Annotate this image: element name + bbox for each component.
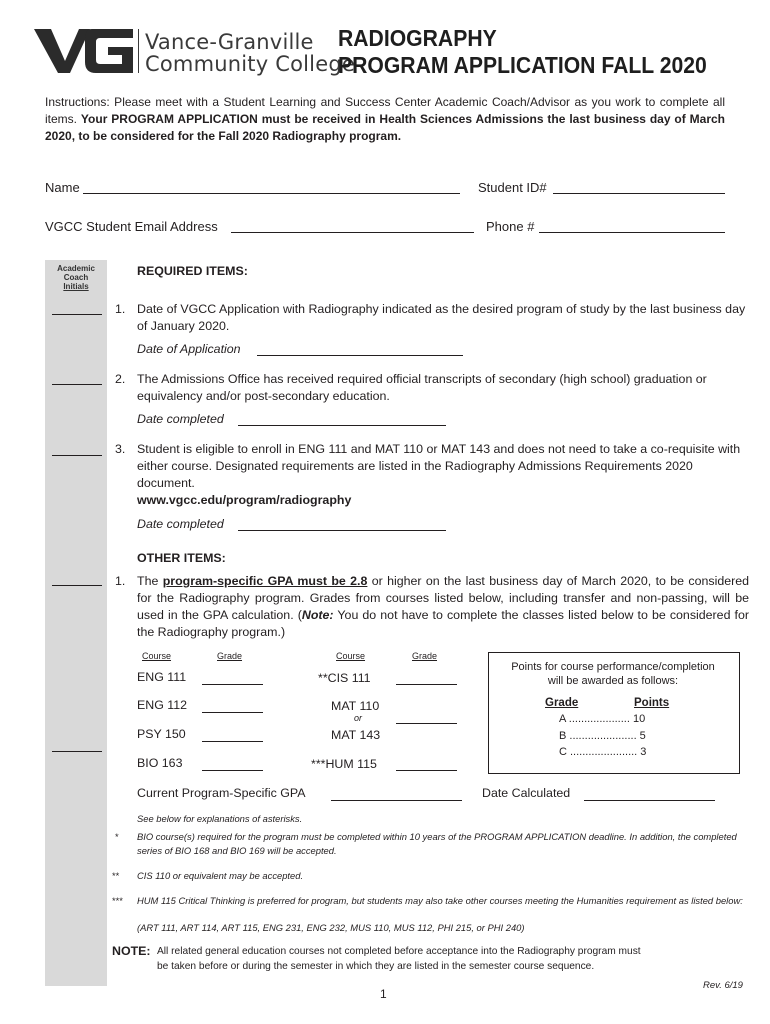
points-points-header: Points bbox=[634, 697, 670, 709]
title-line1: RADIOGRAPHY bbox=[338, 25, 497, 51]
college-name-line2: Community College bbox=[145, 52, 355, 76]
course-header: Course bbox=[336, 651, 366, 661]
email-label: VGCC Student Email Address bbox=[45, 219, 218, 234]
instructions bbox=[45, 94, 725, 145]
other-item-1-text: The program-specific GPA must be 2.8 or higher on the last business day of March 2020, to be considered for the Radiography program. Grades from courses listed below, including transfer and non-passing, will be used in the GPA calculation. (Note: You do not have to complete the classes listed below to be considered for the Radiography program.) bbox=[137, 574, 750, 639]
page-number: 1 bbox=[380, 987, 387, 1001]
points-row-c: C ...................... 3 bbox=[559, 746, 647, 758]
note-label: NOTE: bbox=[112, 944, 151, 958]
student-id-label: Student ID# bbox=[478, 180, 547, 195]
gpa-requirement: program-specific GPA must be 2.8 bbox=[162, 574, 368, 588]
footnote-3: HUM 115 Critical Thinking is preferred for program, but students may also take other courses meeting the Humanities requirement as listed below: bbox=[137, 895, 743, 906]
course-cis111: **CIS 111 bbox=[318, 671, 371, 685]
college-name-line1: Vance-Granville bbox=[145, 30, 314, 54]
date-completed-field[interactable] bbox=[238, 425, 446, 426]
footnote-3-list: (ART 111, ART 114, ART 115, ENG 231, ENG 232, MUS 110, MUS 112, PHI 215, or PHI 240) bbox=[137, 922, 525, 933]
points-box-line2: will be awarded as follows: bbox=[547, 675, 679, 687]
other-heading: OTHER ITEMS: bbox=[137, 551, 226, 565]
grade-header: Grade bbox=[412, 651, 438, 661]
grade-field[interactable] bbox=[202, 684, 263, 685]
date-calculated-label: Date Calculated bbox=[482, 786, 571, 800]
required-heading: REQUIRED ITEMS: bbox=[137, 264, 248, 278]
note-line2: be taken before or during the semester in which they are listed in the semester course sequence. bbox=[157, 961, 595, 972]
footnote-1: BIO course(s) required for the program must be completed within 10 years of the PROGRAM APPLICATION deadline. In addition, the completed series of BIO 168 and BIO 169 will be accepted. bbox=[137, 831, 737, 856]
instructions-intro: Instructions: Please meet with a Student Learning and Success Center Academic Coach/Advisor as you work to complete all items. bbox=[45, 95, 725, 126]
coach-sidebar bbox=[45, 260, 107, 986]
instructions-deadline: Your PROGRAM APPLICATION must be received in Health Sciences Admissions the last business day of March 2020, to be considered for the Fall 2020 Radiography program. bbox=[45, 112, 725, 143]
grade-field[interactable] bbox=[396, 723, 457, 724]
course-mat143: MAT 143 bbox=[331, 728, 381, 742]
revision-date: Rev. 6/19 bbox=[703, 980, 743, 991]
course-eng111: ENG 111 bbox=[137, 670, 187, 684]
required-item-2-num: 2. bbox=[115, 372, 126, 386]
points-row-b: B ...................... 5 bbox=[559, 730, 646, 742]
coach-initials-field[interactable] bbox=[52, 455, 102, 456]
title-line2: PROGRAM APPLICATION FALL 2020 bbox=[338, 52, 707, 78]
required-item-3-num: 3. bbox=[115, 442, 126, 456]
phone-field[interactable] bbox=[539, 232, 725, 233]
name-label: Name bbox=[45, 180, 80, 195]
coach-initials-field[interactable] bbox=[52, 585, 102, 586]
required-item-2-text: The Admissions Office has received required official transcripts of secondary (high school) graduation or equivalency and/or post-secondary education. bbox=[137, 372, 707, 403]
points-row-a: A .................... 10 bbox=[559, 713, 646, 725]
footnote-2-mark: ** bbox=[112, 870, 120, 881]
date-calculated-field[interactable] bbox=[584, 800, 715, 801]
course-psy150: PSY 150 bbox=[137, 727, 186, 741]
date-of-application-field[interactable] bbox=[257, 355, 463, 356]
grade-field[interactable] bbox=[396, 770, 457, 771]
required-item-3-text: Student is eligible to enroll in ENG 111 and MAT 110 or MAT 143 and does not need to take a co-requisite with either course. Designated requirements are listed in the Radiography Admissions Requirements 2020 document. bbox=[137, 442, 741, 490]
current-gpa-label: Current Program-Specific GPA bbox=[137, 786, 306, 800]
footnote-3-mark: *** bbox=[112, 895, 123, 906]
course-mat110: MAT 110 bbox=[331, 699, 380, 713]
radiography-link[interactable]: www.vgcc.edu/program/radiography bbox=[137, 493, 352, 507]
footnote-intro: See below for explanations of asterisks. bbox=[137, 813, 303, 824]
current-gpa-field[interactable] bbox=[331, 800, 462, 801]
vg-logo-icon bbox=[34, 28, 134, 74]
points-grade-header: Grade bbox=[545, 697, 579, 709]
grade-field[interactable] bbox=[202, 741, 263, 742]
required-item-1-sub: Date of Application bbox=[137, 342, 241, 356]
required-item-1-text: Date of VGCC Application with Radiography indicated as the desired program of study by the last business day of January 2020. bbox=[137, 302, 746, 333]
email-field[interactable] bbox=[231, 232, 474, 233]
required-item-3-sub: Date completed bbox=[137, 517, 224, 531]
course-eng112: ENG 112 bbox=[137, 698, 188, 712]
coach-initials-header: Academic Coach Initials bbox=[57, 264, 95, 291]
footnote-1-mark: * bbox=[115, 831, 119, 842]
course-or: or bbox=[354, 713, 363, 723]
student-id-field[interactable] bbox=[553, 193, 725, 194]
course-header: Course bbox=[142, 651, 172, 661]
date-completed-field[interactable] bbox=[238, 530, 446, 531]
coach-initials-field[interactable] bbox=[52, 751, 102, 752]
grade-field[interactable] bbox=[396, 684, 457, 685]
grade-field[interactable] bbox=[202, 712, 263, 713]
note-line1: All related general education courses not completed before acceptance into the Radiography program must bbox=[157, 946, 641, 957]
footnote-2: CIS 110 or equivalent may be accepted. bbox=[137, 870, 304, 881]
coach-initials-field[interactable] bbox=[52, 384, 102, 385]
course-bio163: BIO 163 bbox=[137, 756, 183, 770]
grade-field[interactable] bbox=[202, 770, 263, 771]
required-item-2-sub: Date completed bbox=[137, 412, 224, 426]
course-hum115: ***HUM 115 bbox=[311, 757, 377, 771]
name-field[interactable] bbox=[83, 193, 460, 194]
coach-initials-field[interactable] bbox=[52, 314, 102, 315]
required-item-1-num: 1. bbox=[115, 302, 126, 316]
logo-divider bbox=[138, 29, 139, 73]
grade-header: Grade bbox=[217, 651, 243, 661]
phone-label: Phone # bbox=[486, 219, 535, 234]
other-item-1-num: 1. bbox=[115, 574, 126, 588]
points-box-line1: Points for course performance/completion bbox=[511, 661, 715, 673]
